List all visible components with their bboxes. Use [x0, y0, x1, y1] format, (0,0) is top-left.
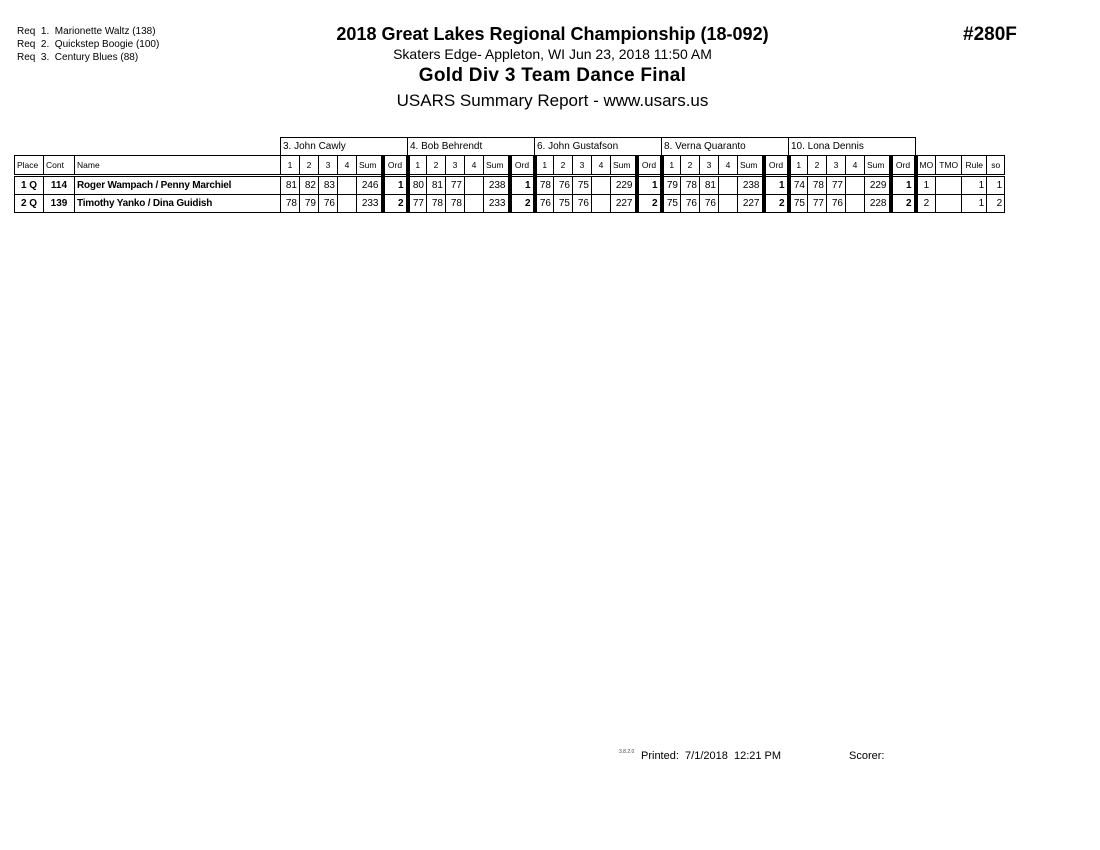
judge5-sum: 229 [865, 176, 891, 195]
header-judge5-1: 1 [789, 156, 808, 176]
name-cell: Roger Wampach / Penny Marchiel [75, 176, 281, 195]
header-judge1-ord: Ord [383, 156, 408, 176]
rule-cell: 1 [962, 195, 987, 213]
cont-cell: 139 [44, 195, 75, 213]
judge4-score-3: 76 [700, 195, 719, 213]
judge-name-3: 6. John Gustafson [535, 138, 662, 156]
report-title: USARS Summary Report - www.usars.us [396, 91, 709, 110]
header-judge5-sum: Sum [865, 156, 891, 176]
header-judge3-2: 2 [554, 156, 573, 176]
judge1-ordinal: 2 [383, 195, 408, 213]
header-judge4-4: 4 [719, 156, 738, 176]
requirement-2: Req 2. Quickstep Boogie (100) [17, 39, 160, 50]
judge2-sum: 238 [484, 176, 510, 195]
header-judge2-2: 2 [427, 156, 446, 176]
header-mo: MO [916, 156, 936, 176]
requirement-3: Req 3. Century Blues (88) [17, 52, 139, 63]
judge-name-2: 4. Bob Behrendt [408, 138, 535, 156]
name-cell: Timothy Yanko / Dina Guidish [75, 195, 281, 213]
judge1-ordinal: 1 [383, 176, 408, 195]
so-cell: 2 [987, 195, 1005, 213]
judge1-score-3: 83 [319, 176, 338, 195]
judge1-score-1: 78 [281, 195, 300, 213]
judge-name-4: 8. Verna Quaranto [662, 138, 789, 156]
judge2-score-1: 77 [408, 195, 427, 213]
header-judge4-ord: Ord [764, 156, 789, 176]
judge1-score-2: 79 [300, 195, 319, 213]
header-judge1-sum: Sum [357, 156, 383, 176]
header-judge1-4: 4 [338, 156, 357, 176]
judge3-score-3: 76 [573, 195, 592, 213]
header-judge2-ord: Ord [510, 156, 535, 176]
place-cell: 2 Q [15, 195, 44, 213]
judge1-sum: 233 [357, 195, 383, 213]
judge1-score-2: 82 [300, 176, 319, 195]
judge4-ordinal: 1 [764, 176, 789, 195]
judge2-score-2: 81 [427, 176, 446, 195]
judge4-score-2: 78 [681, 176, 700, 195]
header-judge4-1: 1 [662, 156, 681, 176]
judge5-score-1: 75 [789, 195, 808, 213]
judge1-sum: 246 [357, 176, 383, 195]
rule-cell: 1 [962, 176, 987, 195]
judge2-ordinal: 1 [510, 176, 535, 195]
judge4-score-1: 75 [662, 195, 681, 213]
header-place: Place [15, 156, 44, 176]
header-judge1-2: 2 [300, 156, 319, 176]
header-judge1-1: 1 [281, 156, 300, 176]
judge5-score-3: 76 [827, 195, 846, 213]
header-judge4-sum: Sum [738, 156, 764, 176]
judge4-score-4 [719, 195, 738, 213]
judge5-score-1: 74 [789, 176, 808, 195]
mo-cell: 2 [916, 195, 936, 213]
header-name: Name [75, 156, 281, 176]
judge4-score-2: 76 [681, 195, 700, 213]
header-judge3-sum: Sum [611, 156, 637, 176]
judge1-score-3: 76 [319, 195, 338, 213]
judge4-sum: 238 [738, 176, 764, 195]
header-judge4-2: 2 [681, 156, 700, 176]
judge-name-1: 3. John Cawly [281, 138, 408, 156]
header-judge2-4: 4 [465, 156, 484, 176]
printed-timestamp: Printed: 7/1/2018 12:21 PM [641, 750, 782, 762]
judge3-sum: 227 [611, 195, 637, 213]
header-so: so [987, 156, 1005, 176]
scorer-label: Scorer: [849, 750, 885, 762]
judge5-score-4 [846, 176, 865, 195]
judge3-score-1: 76 [535, 195, 554, 213]
requirements-list [17, 25, 159, 64]
judge1-score-4 [338, 195, 357, 213]
table-row [15, 176, 1005, 195]
header-judge1-3: 3 [319, 156, 338, 176]
header-judge3-4: 4 [592, 156, 611, 176]
judge-name-5: 10. Lona Dennis [789, 138, 916, 156]
place-cell: 1 Q [15, 176, 44, 195]
header-judge2-3: 3 [446, 156, 465, 176]
header-judge3-3: 3 [573, 156, 592, 176]
header-cont: Cont [44, 156, 75, 176]
judge5-score-4 [846, 195, 865, 213]
judge5-score-2: 77 [808, 195, 827, 213]
judge2-score-3: 78 [446, 195, 465, 213]
judge2-score-1: 80 [408, 176, 427, 195]
tmo-cell [936, 195, 962, 213]
judge3-ordinal: 1 [637, 176, 662, 195]
cont-cell: 114 [44, 176, 75, 195]
judge3-ordinal: 2 [637, 195, 662, 213]
judge4-score-4 [719, 176, 738, 195]
header-judge2-sum: Sum [484, 156, 510, 176]
judge2-score-4 [465, 176, 484, 195]
mo-cell: 1 [916, 176, 936, 195]
judges-row [15, 138, 1005, 156]
judge5-score-3: 77 [827, 176, 846, 195]
judge3-score-4 [592, 176, 611, 195]
judges-row-spacer-right [916, 138, 1005, 156]
header-rule: Rule [962, 156, 987, 176]
event-title: Gold Div 3 Team Dance Final [418, 65, 687, 86]
judge2-ordinal: 2 [510, 195, 535, 213]
header-judge5-ord: Ord [891, 156, 916, 176]
header-judge2-1: 1 [408, 156, 427, 176]
judge5-ordinal: 1 [891, 176, 916, 195]
header-judge3-1: 1 [535, 156, 554, 176]
judge2-score-4 [465, 195, 484, 213]
judges-row-spacer [15, 138, 281, 156]
judge5-ordinal: 2 [891, 195, 916, 213]
judge2-score-2: 78 [427, 195, 446, 213]
judge3-score-2: 76 [554, 176, 573, 195]
judge4-ordinal: 2 [764, 195, 789, 213]
judge5-score-2: 78 [808, 176, 827, 195]
judge4-sum: 227 [738, 195, 764, 213]
header-judge3-ord: Ord [637, 156, 662, 176]
event-number: #280F [963, 24, 1017, 45]
header-judge5-4: 4 [846, 156, 865, 176]
judge3-sum: 229 [611, 176, 637, 195]
competition-title: 2018 Great Lakes Regional Championship (18-092) [336, 24, 769, 44]
table-row [15, 195, 1005, 213]
judge1-score-4 [338, 176, 357, 195]
venue-date: Skaters Edge- Appleton, WI Jun 23, 2018 11:50 AM [393, 46, 712, 62]
judge3-score-1: 78 [535, 176, 554, 195]
requirement-1: Req 1. Marionette Waltz (138) [17, 26, 156, 37]
judge4-score-1: 79 [662, 176, 681, 195]
judge2-score-3: 77 [446, 176, 465, 195]
tmo-cell [936, 176, 962, 195]
judge2-sum: 233 [484, 195, 510, 213]
judge1-score-1: 81 [281, 176, 300, 195]
judge5-sum: 228 [865, 195, 891, 213]
judge3-score-2: 75 [554, 195, 573, 213]
so-cell: 1 [987, 176, 1005, 195]
column-header-row [15, 156, 1005, 176]
judge4-score-3: 81 [700, 176, 719, 195]
version-label: 3.8.2.0 [619, 749, 635, 755]
header-judge4-3: 3 [700, 156, 719, 176]
header-tmo: TMO [936, 156, 962, 176]
header-judge5-3: 3 [827, 156, 846, 176]
judge3-score-3: 75 [573, 176, 592, 195]
judge3-score-4 [592, 195, 611, 213]
results-table [14, 137, 1005, 213]
header-judge5-2: 2 [808, 156, 827, 176]
